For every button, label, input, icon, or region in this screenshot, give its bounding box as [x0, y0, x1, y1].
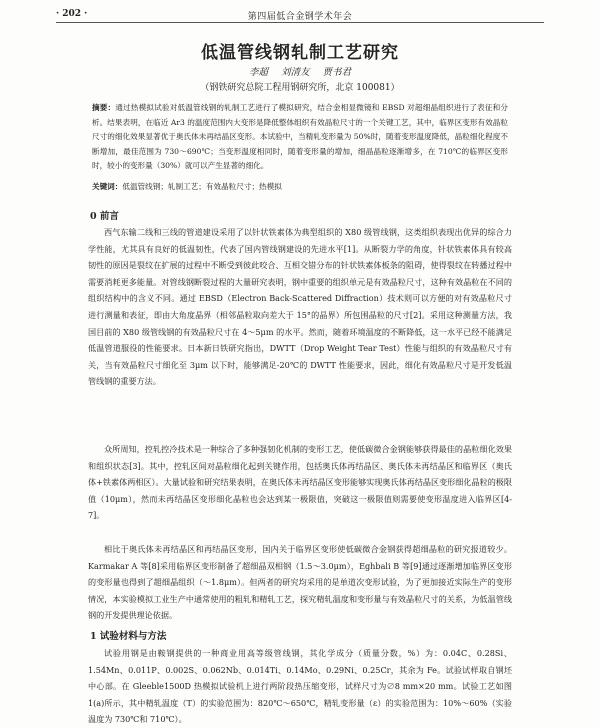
author-name: 贾书君: [322, 67, 352, 78]
page-number: · 202 ·: [56, 9, 88, 19]
running-title: 第四届低合金钢学术年会: [247, 12, 353, 22]
abstract: [92, 101, 508, 174]
body-paragraph: 相比于奥氏体未再结晶区和再结晶区变形，国内关于临界区变形使低碳微合金钢获得超细晶粒的研究报道较少。Karmakar A 等[8]采用临界区变形制备了超细晶双相钢（1.5～3.0μm），Eghbali B 等[9]通过逐渐增加临界区变形的变形量也得到了超细晶组织（～1.8μm）。但两者的研究均采用的是单道次变形试验，为了更加接近实际生产的变形情况，本实验模拟工业生产中通常使用的粗轧和精轧工艺，探究精轧温度和变形量与有效晶粒尺寸的关系，为低温管线钢的开发提供理论依据。: [88, 544, 512, 621]
paper-title: 低温管线钢轧制工艺研究: [201, 43, 399, 63]
keywords-text: 低温管线钢；轧制工艺；有效晶粒尺寸；热模拟: [122, 182, 282, 191]
running-header: [56, 8, 544, 23]
affiliation: （钢铁研究总院工程用钢研究所，北京 100081）: [200, 83, 400, 93]
body-paragraph: 试验用钢是由鞍钢提供的一种商业用高等级管线钢，其化学成分（质量分数，%）为：0.04C、0.28Si、1.54Mn、0.011P、0.002S、0.062Nb、0.014Ti、0.14Mo、0.29Ni、0.25Cr，其余为 Fe。试验试样取自钢坯中心部。在 Gleeble1500D 热模拟试验机上进行两阶段热压缩变形，试样尺寸为∅8 mm×20 mm。试验工艺如图 1(a)所示，其中精轧温度（T）的实验范围为：820℃～650℃，精轧变形量（ε）的实验范围为：10%～60%（实验温度为 730℃和 710℃）。: [88, 648, 512, 725]
abstract-label: 摘要：: [92, 103, 116, 112]
section-heading-intro: 0 前言: [90, 211, 119, 222]
keywords-label: 关键词：: [92, 182, 123, 191]
abstract-text: 通过热模拟试验对低温管线钢的轧制工艺进行了模拟研究，结合金相显微镜和 EBSD 对超细晶组织进行了表征和分析。结果表明，在临近 Ar3 的温度范围内大变形是降低整体组织有效晶粒尺寸的一个关键工艺，其中，临界区变形有效晶粒尺寸的细化效果显著优于奥氏体未再结晶区变形。本试验中，当精轧变形量为 50%时，随着变形温度降低，晶粒细化程度不断增加，最佳范围为 730～690℃；当变形温度相同时，随着变形量的增加，细晶晶粒逐渐增多，在 710℃的临界区变形时，较小的变形量（30%）就可以产生显著的细化。: [92, 103, 508, 171]
author-list: [0, 64, 600, 78]
author-name: 李超: [248, 67, 268, 78]
keywords: [92, 180, 508, 193]
body-paragraph: 西气东输二线和三线的管道建设采用了以针状铁素体为典型组织的 X80 级管线钢，这类组织表现出优异的综合力学性能，尤其具有良好的低温韧性，代表了国内管线钢建设的先进水平[1]。从断裂力学的角度，针状铁素体具有较高韧性的原因是裂纹在扩展的过程中不断受到彼此咬合、互相交错分布的针状铁素体板条的阻碍，使得裂纹在转播过程中需要消耗更多能量。对管线钢断裂过程的大量研究表明，钢中重要的组织单元是有效晶粒尺寸，这种有效晶粒在不同的组织结构中的含义不同。通过 EBSD（Electron Back-Scattered Diffraction）技术则可以方便的对有效晶粒尺寸进行测量和表征，即由大角度晶界（相邻晶粒取向差大于 15°的晶界）所包围晶粒的尺寸[2]。采用这种测量方法，我国目前的 X80 级管线钢的有效晶粒尺寸在 4～5μm 的水平。然而，随着环境温度的不断降低，这一水平已经不能满足低温管道服役的性能要求。日本新日铁研究指出，DWTT（Drop Weight Tear Test）性能与组织的有效晶粒尺寸有关，当有效晶粒尺寸细化至 3μm 以下时，能够满足-20℃的 DWTT 性能要求，因此，细化有效晶粒尺寸是开发低温管线钢的重要方法。: [88, 227, 512, 387]
section-heading-method: 1 试验材料与方法: [90, 631, 167, 642]
author-name: 刘清友: [280, 67, 310, 78]
body-paragraph: 众所周知，控轧控冷技术是一种综合了多种强韧化机制的变形工艺，使低碳微合金钢能够获得最佳的晶粒细化效果和组织状态[3]。其中，控轧区间对晶粒细化起到关键作用，包括奥氏体再结晶区、奥氏体未再结晶区和临界区（奥氏体+铁素体两相区）。大量试验和研究结果表明，在奥氏体未再结晶区变形能够实现奥氏体再结晶区变形细化晶粒的极限值（10μm），然而未再结晶区变形细化晶粒也会达到某一极限值，突破这一极限值则需要使变形温度进入临界区[4-7]。: [88, 444, 512, 521]
